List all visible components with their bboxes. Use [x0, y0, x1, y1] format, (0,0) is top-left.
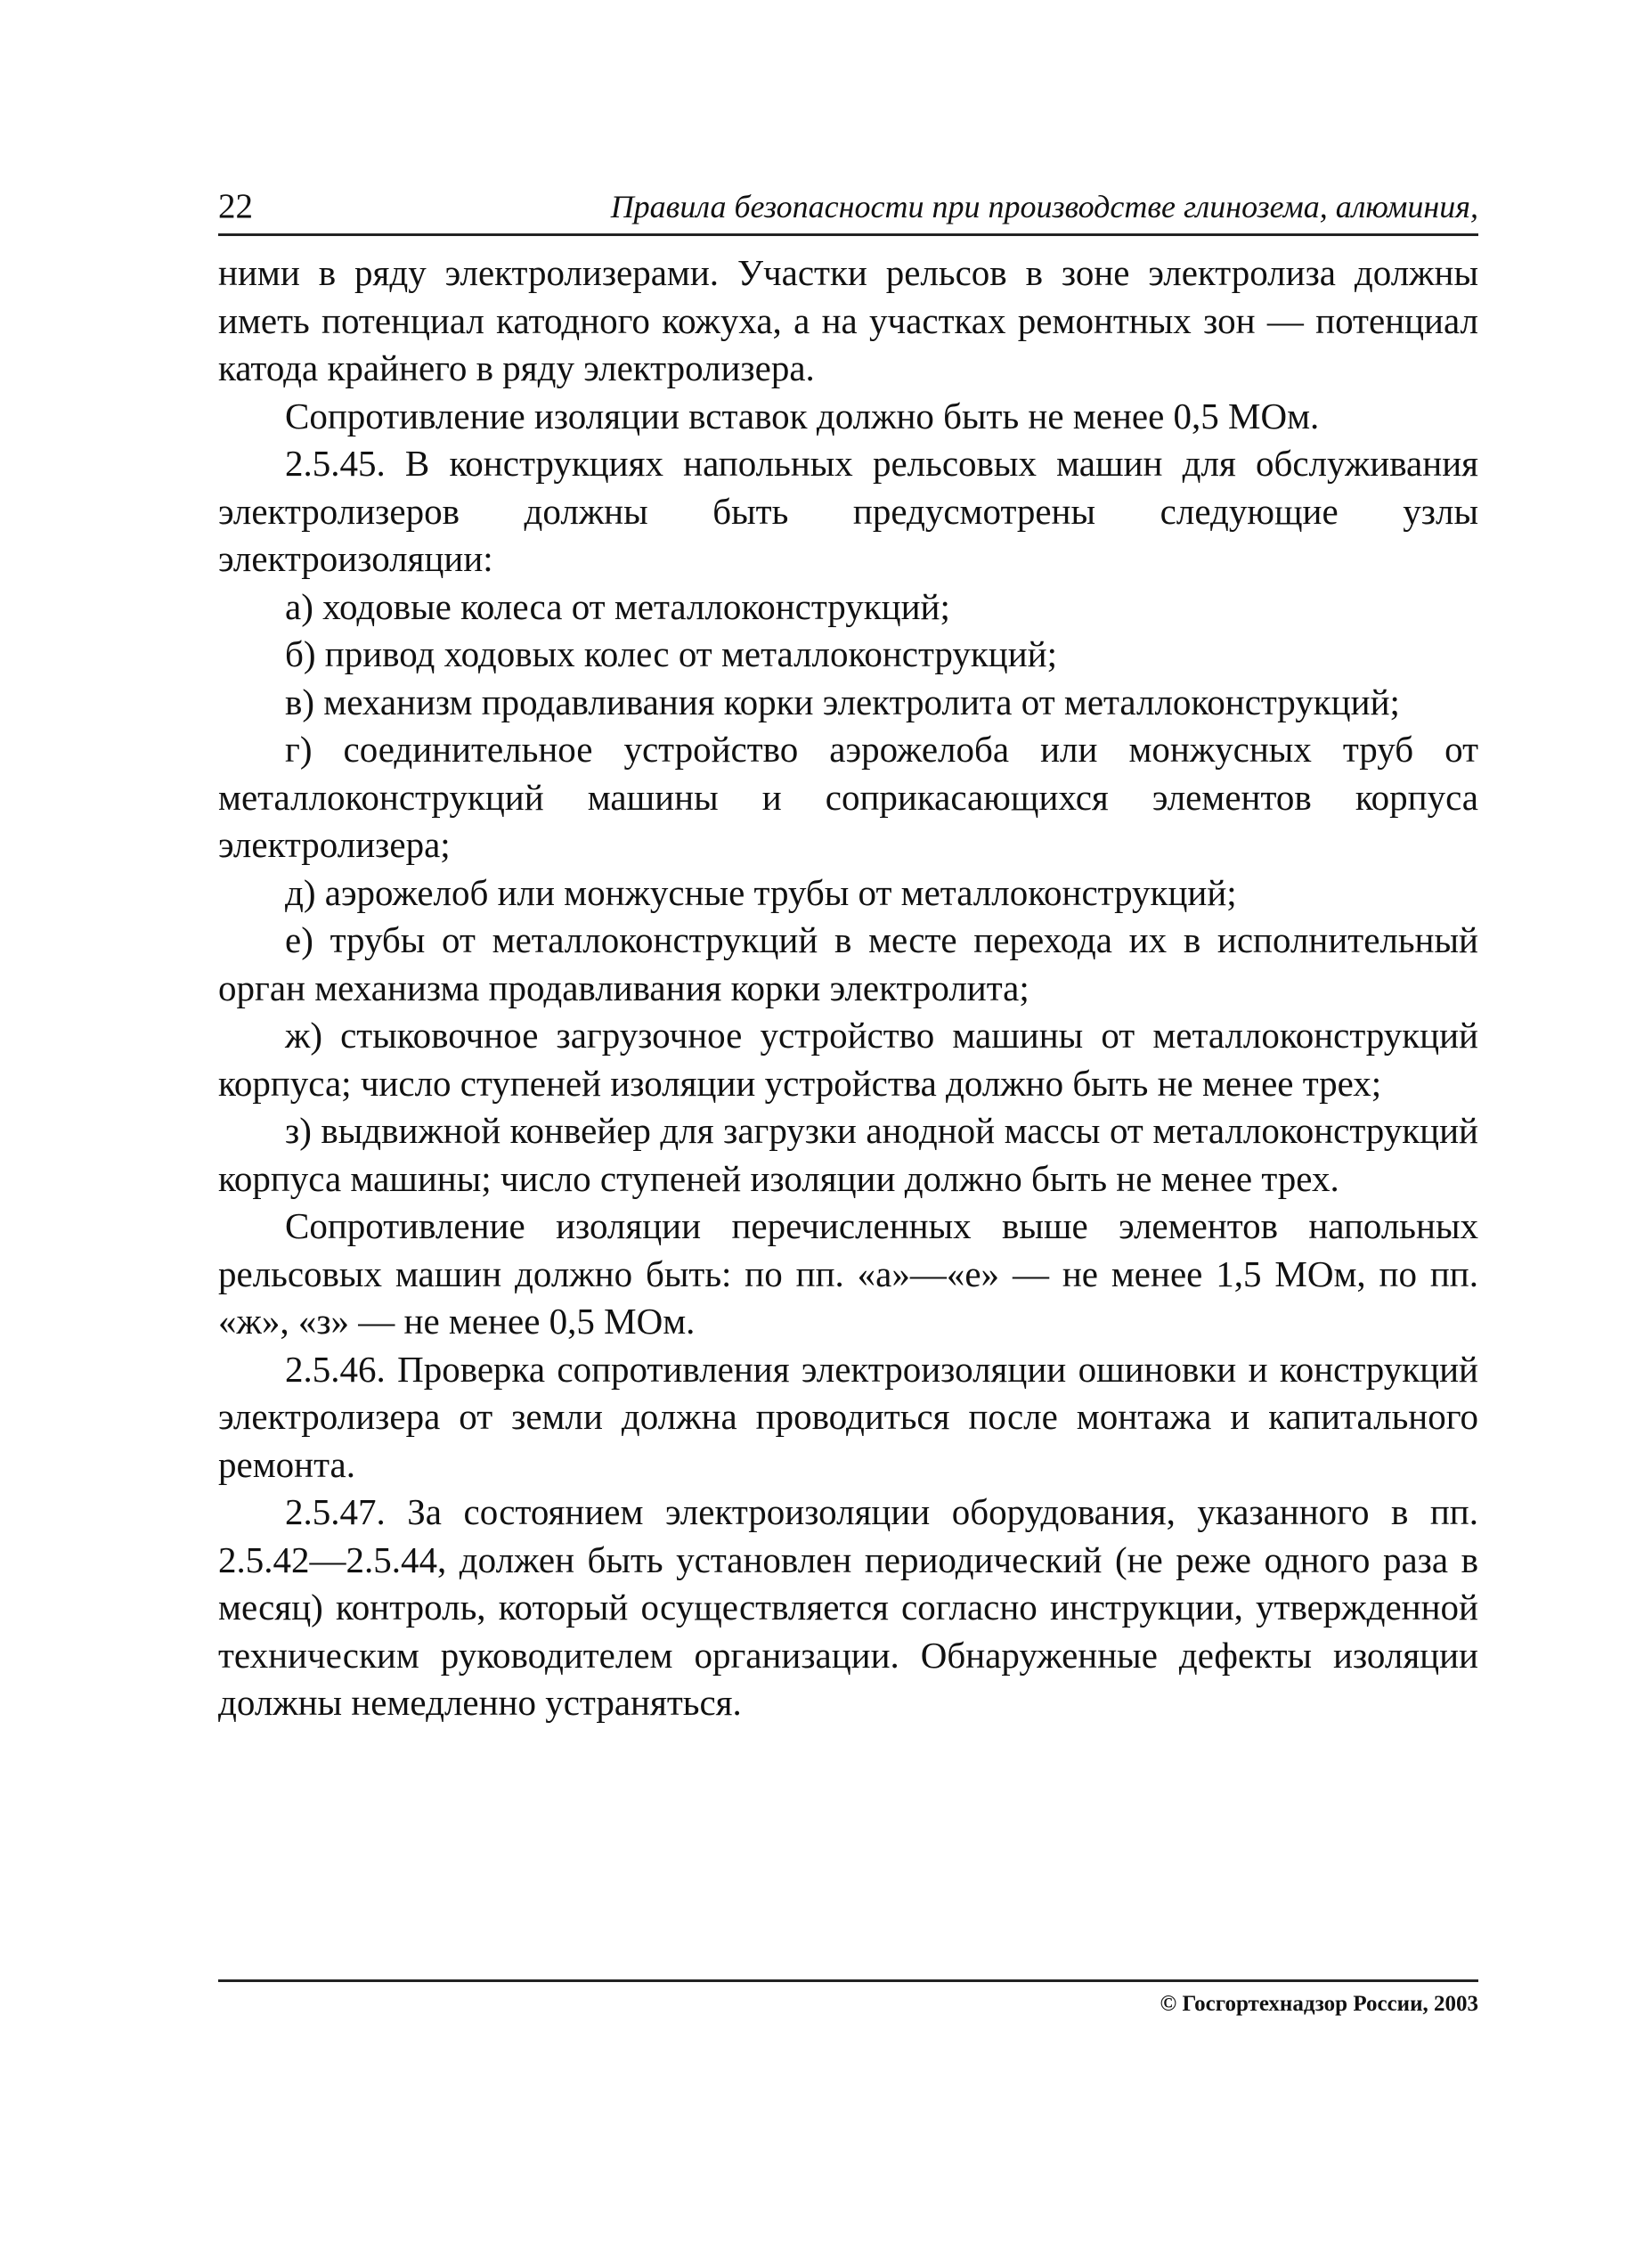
paragraph-2-5-46: 2.5.46. Проверка сопротивления электроизоляции ошиновки и конструкций электролизера от земли должна проводиться после монтажа и капитального ремонта. [218, 1348, 1478, 1485]
page-header [218, 182, 1478, 236]
footer-divider [218, 1979, 1478, 1982]
paragraph-2-5-45: 2.5.45. В конструкциях напольных рельсовых машин для обслуживания электролизеров должны быть предусмотрены следующие узлы электроизоляции: [218, 443, 1478, 579]
copyright-notice: © Госгортехнадзор России, 2003 [1160, 1992, 1478, 2016]
list-item-d: д) аэрожелоб или монжусные трубы от металлоконструкций; [285, 871, 1237, 913]
list-item-a: а) ходовые колеса от металлоконструкций; [285, 585, 950, 627]
list-item-v: в) механизм продавливания корки электролита от металлоконструкций; [285, 681, 1400, 722]
list-item-g: г) соединительное устройство аэрожелоба или монжусных труб от металлоконструкций машины и соприкасающихся элементов корпуса электролизера; [218, 729, 1478, 865]
paragraph-2-5-47: 2.5.47. За состоянием электроизоляции оборудования, указанного в пп. 2.5.42—2.5.44, должен быть установлен периодический (не реже одного раза в месяц) контроль, который осуществляется согласно инструкции, утвержденной техническим руководителем организации. Обнаруженные дефекты изоляции должны немедленно устраняться. [218, 1491, 1478, 1723]
list-item-e: е) трубы от металлоконструкций в месте перехода их в исполнительный орган механизма продавливания корки электролита; [218, 919, 1478, 1008]
paragraph-elements-resistance: Сопротивление изоляции перечисленных выше элементов напольных рельсовых машин должно быть: по пп. «а»—«е» — не менее 1,5 МОм, по пп. «ж», «з» — не менее 0,5 МОм. [218, 1205, 1478, 1342]
list-item-z: з) выдвижной конвейер для загрузки анодной массы от металлоконструкций корпуса машины; число ступеней изоляции должно быть не менее трех. [218, 1110, 1478, 1199]
paragraph-continuation: ними в ряду электролизерами. Участки рельсов в зоне электролиза должны иметь потенциал катодного кожуха, а на участках ремонтных зон — потенциал катода крайнего в ряду электролизера. [218, 252, 1478, 388]
list-item-b: б) привод ходовых колес от металлоконструкций; [285, 633, 1058, 674]
list-item-zh: ж) стыковочное загрузочное устройство машины от металлоконструкций корпуса; число ступеней изоляции устройства должно быть не менее трех; [218, 1015, 1478, 1104]
paragraph-insert-resistance: Сопротивление изоляции вставок должно быть не менее 0,5 МОм. [285, 395, 1320, 437]
running-title: Правила безопасности при производстве глинозема, алюминия, [610, 189, 1478, 224]
body-text [218, 249, 1478, 1727]
page-number: 22 [218, 187, 253, 225]
